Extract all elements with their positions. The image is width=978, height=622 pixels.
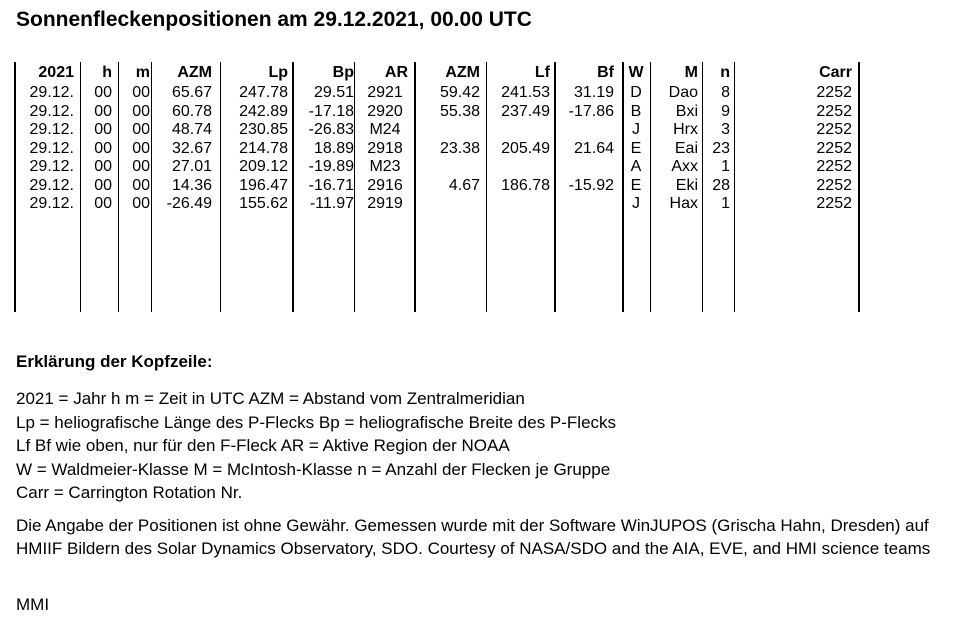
column-separator	[622, 62, 624, 312]
column-separator	[220, 62, 221, 312]
table-cell: 18.89	[313, 139, 354, 157]
table-cell: Eai	[674, 139, 698, 157]
table-cell: 23	[712, 139, 730, 157]
table-cell: 00	[94, 102, 112, 120]
table-cell: 00	[94, 121, 112, 138]
table-cell: 209.12	[239, 158, 288, 175]
table-cell: -16.71	[308, 176, 354, 194]
table-cell: 2918	[367, 139, 403, 157]
table-cell: J	[632, 121, 640, 138]
table-cell: 32.67	[171, 139, 212, 157]
table-cell: 242.89	[239, 102, 288, 120]
table-cell: 155.62	[239, 195, 288, 212]
legend-title: Erklärung der Kopfzeile:	[16, 352, 213, 371]
legend-line: Lp = heliografische Länge des P-Flecks Bp = heliografische Breite des P-Flecks	[16, 412, 617, 432]
table-cell: 28	[712, 176, 730, 194]
table-cell: -11.97	[309, 195, 354, 212]
table-header-cell: 2021	[38, 64, 74, 81]
table-cell: 27.01	[171, 158, 212, 175]
table-cell: 2252	[816, 102, 852, 120]
table-cell: -17.86	[568, 102, 614, 120]
table-cell: 2920	[367, 102, 403, 120]
column-separator	[702, 62, 703, 312]
table-cell: 241.53	[501, 84, 550, 101]
table-cell: 21.64	[573, 139, 614, 157]
column-separator	[80, 62, 81, 312]
table-cell: 29.12.	[29, 121, 74, 138]
column-separator	[414, 62, 416, 312]
table-cell: 14.36	[171, 176, 212, 194]
table-cell: 31.19	[573, 84, 614, 101]
table-cell: 1	[721, 158, 730, 175]
table-cell: -19.89	[308, 158, 354, 175]
column-separator	[118, 62, 119, 312]
table-cell: 00	[94, 139, 112, 157]
table-cell: 65.67	[171, 84, 212, 101]
table-cell: 59.42	[439, 84, 480, 101]
table-cell: 00	[132, 121, 150, 138]
table-cell: 205.49	[501, 139, 550, 157]
table-cell: 1	[721, 195, 730, 212]
table-cell: 2252	[816, 158, 852, 175]
table-cell: A	[630, 158, 642, 175]
table-cell: 2252	[816, 195, 852, 212]
table-cell: M23	[369, 158, 401, 175]
table-cell: 00	[132, 139, 150, 157]
table-header-cell: AR	[384, 64, 408, 81]
table-header-cell: h	[102, 64, 112, 81]
table-header-cell: Lf	[534, 64, 550, 81]
table-cell: 29.12.	[29, 139, 74, 157]
table-cell: 196.47	[239, 176, 288, 194]
table-header-cell: Bp	[332, 64, 354, 81]
table-cell: 48.74	[171, 121, 212, 138]
table-cell: 29.51	[313, 84, 354, 101]
table-cell: 247.78	[239, 84, 288, 101]
table-cell: 00	[132, 84, 150, 101]
sunspot-table	[14, 62, 864, 312]
column-separator	[858, 62, 860, 312]
column-separator	[292, 62, 294, 312]
table-cell: 29.12.	[29, 102, 74, 120]
table-cell: 29.12.	[29, 84, 74, 101]
table-header-cell: AZM	[445, 64, 480, 81]
table-cell: 00	[94, 84, 112, 101]
page-title: Sonnenfleckenpositionen am 29.12.2021, 00.00 UTC	[16, 8, 532, 31]
table-cell: 2919	[367, 195, 403, 212]
disclaimer-text: Die Angabe der Positionen ist ohne Gewähr. Gemessen wurde mit der Software WinJUPOS (Grischa Hahn, Dresden) auf HMIIF Bildern des Solar Dynamics Observatory, SDO. Courtesy of NASA/SDO and the AIA, EVE, and HMI science teams	[16, 516, 931, 558]
table-header-cell: m	[135, 64, 150, 81]
table-cell: -17.18	[308, 102, 354, 120]
table-cell: B	[630, 102, 642, 120]
table-cell: 2252	[816, 139, 852, 157]
table-cell: 29.12.	[29, 195, 74, 212]
column-separator	[650, 62, 651, 312]
legend-line: Carr = Carrington Rotation Nr.	[16, 483, 243, 502]
column-separator	[486, 62, 487, 312]
table-cell: 186.78	[501, 176, 550, 194]
table-header-cell: Bf	[597, 64, 614, 81]
table-cell: 230.85	[239, 121, 288, 138]
table-cell: -26.83	[308, 121, 354, 138]
table-header-cell: Carr	[819, 64, 852, 81]
table-cell: 29.12.	[29, 176, 74, 194]
table-cell: 60.78	[171, 102, 212, 120]
column-separator	[354, 62, 355, 312]
table-cell: 2252	[816, 84, 852, 101]
legend-line: Lf Bf wie oben, nur für den F-Fleck AR = Aktive Region der NOAA	[16, 436, 510, 455]
table-cell: 00	[132, 102, 150, 120]
table-cell: 00	[94, 195, 112, 212]
table-cell: 00	[94, 158, 112, 175]
table-cell: Dao	[668, 84, 698, 101]
table-cell: 4.67	[448, 176, 480, 194]
signature: MMI	[16, 595, 50, 614]
table-cell: Axx	[671, 158, 698, 175]
table-cell: 3	[721, 121, 730, 138]
table-cell: 00	[132, 195, 150, 212]
table-cell: E	[630, 176, 642, 194]
table-cell: 2916	[367, 176, 403, 194]
table-cell: 2921	[367, 84, 403, 101]
legend-line: W = Waldmeier-Klasse M = McIntosh-Klasse n = Anzahl der Flecken je Gruppe	[16, 459, 611, 479]
table-cell: Eki	[675, 176, 698, 194]
table-cell: 55.38	[439, 102, 480, 120]
table-header-cell: AZM	[177, 64, 212, 81]
table-header-cell: n	[720, 64, 730, 81]
table-cell: 2252	[816, 176, 852, 194]
table-cell: Hrx	[673, 121, 698, 138]
table-header-cell: W	[628, 64, 644, 81]
table-cell: Bxi	[675, 102, 698, 120]
table-cell: J	[632, 195, 640, 212]
table-cell: E	[630, 139, 642, 157]
table-cell: 2252	[816, 121, 852, 138]
table-cell: -26.49	[166, 195, 212, 212]
column-separator	[151, 62, 152, 312]
table-cell: 8	[721, 84, 730, 101]
table-cell: 00	[94, 176, 112, 194]
table-cell: Hax	[669, 195, 698, 212]
table-cell: 29.12.	[29, 158, 74, 175]
table-cell: 00	[132, 158, 150, 175]
table-cell: D	[630, 84, 642, 101]
table-header-cell: M	[684, 64, 698, 81]
legend	[16, 387, 616, 505]
table-header-cell: Lp	[268, 64, 288, 81]
table-cell: 237.49	[501, 102, 550, 120]
table-cell: 214.78	[239, 139, 288, 157]
table-cell: M24	[369, 121, 401, 138]
table-cell: -15.92	[568, 176, 614, 194]
column-separator	[734, 62, 735, 312]
table-cell: 23.38	[439, 139, 480, 157]
column-separator	[554, 62, 556, 312]
table-cell: 00	[132, 176, 150, 194]
table-cell: 9	[721, 102, 730, 120]
legend-line: 2021 = Jahr h m = Zeit in UTC AZM = Abstand vom Zentralmeridian	[16, 389, 525, 408]
